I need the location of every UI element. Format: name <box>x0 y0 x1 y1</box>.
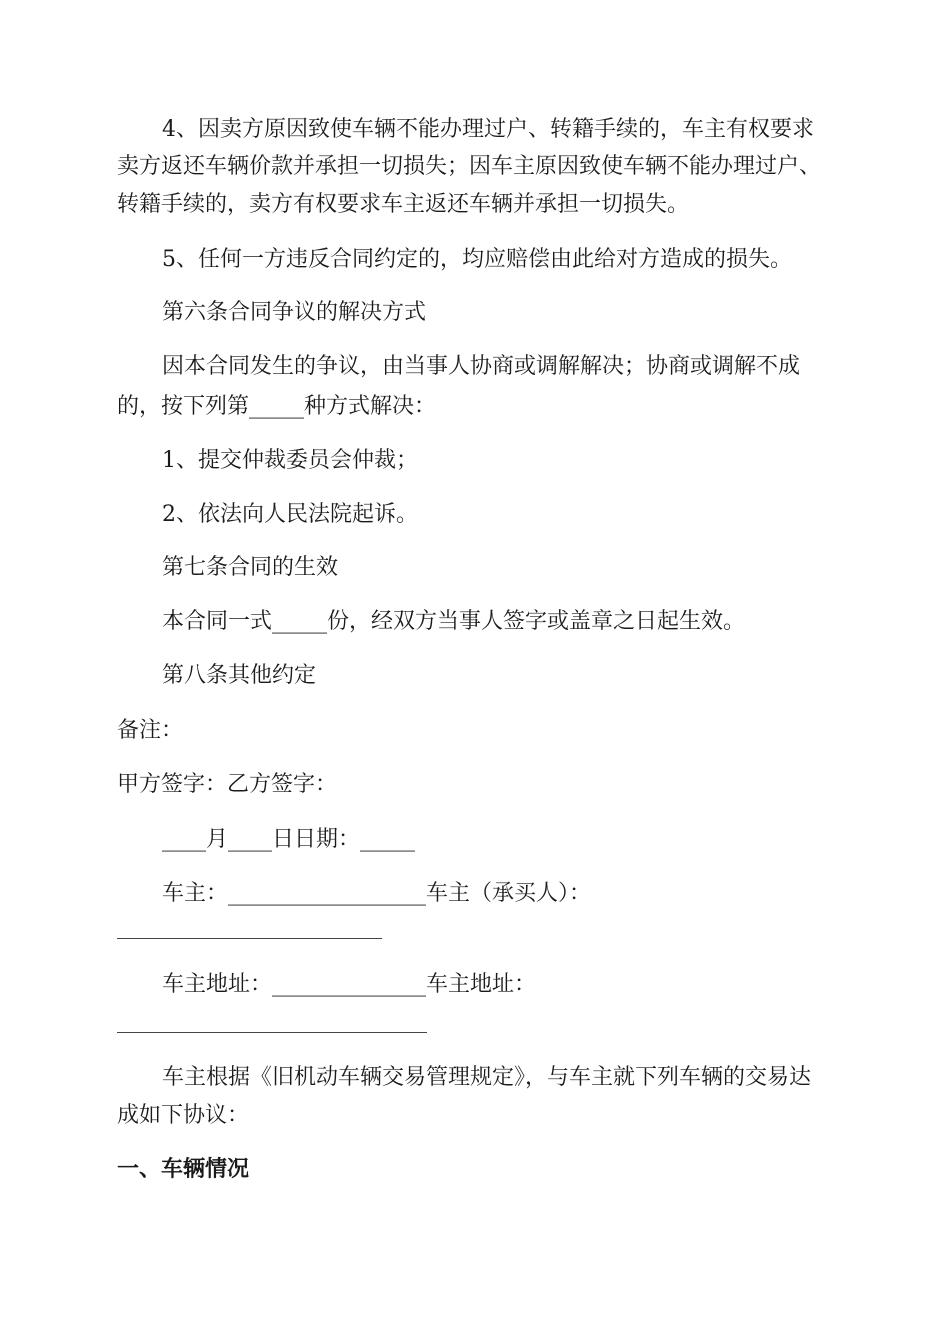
article-6-line-1: 因本合同发生的争议，由当事人协商或调解解决；协商或调解不成 <box>162 354 801 379</box>
owner-line: 车主：__________________车主（承买人）： <box>162 881 592 906</box>
remarks-label: 备注： <box>117 718 184 743</box>
article-8-title: 第八条其他约定 <box>162 663 317 688</box>
clause-4-line-1: 4、因卖方原因致使车辆不能办理过户、转籍手续的，车主有权要求 <box>162 117 814 142</box>
owner-address-line: 车主地址：______________车主地址： <box>162 972 537 997</box>
article-6-title: 第六条合同争议的解决方式 <box>162 300 427 325</box>
article-7-title: 第七条合同的生效 <box>162 555 339 580</box>
agreement-line-1: 车主根据《旧机动车辆交易管理规定》，与车主就下列车辆的交易达 <box>162 1065 812 1090</box>
signatures-line: 甲方签字：乙方签字： <box>117 772 338 797</box>
article-6-line-2: 的，按下列第_____种方式解决： <box>117 394 437 419</box>
clause-4-line-2: 卖方返还车辆价款并承担一切损失；因车主原因致使车辆不能办理过户、 <box>117 154 822 179</box>
owner-buyer-blank-rule <box>117 938 382 939</box>
owner-address-blank-rule <box>117 1032 427 1033</box>
clause-5: 5、任何一方违反合同约定的，均应赔偿由此给对方造成的损失。 <box>162 247 792 272</box>
clause-4-line-3: 转籍手续的，卖方有权要求车主返还车辆并承担一切损失。 <box>117 192 690 217</box>
article-7-text: 本合同一式_____份，经双方当事人签字或盖章之日起生效。 <box>162 609 746 634</box>
date-line: ____月____日日期：_____ <box>162 827 416 852</box>
option-2: 2、依法向人民法院起诉。 <box>162 502 418 527</box>
agreement-line-2: 成如下协议： <box>117 1103 250 1128</box>
section-1-heading: 一、车辆情况 <box>117 1157 250 1182</box>
option-1: 1、提交仲裁委员会仲裁； <box>162 448 418 473</box>
